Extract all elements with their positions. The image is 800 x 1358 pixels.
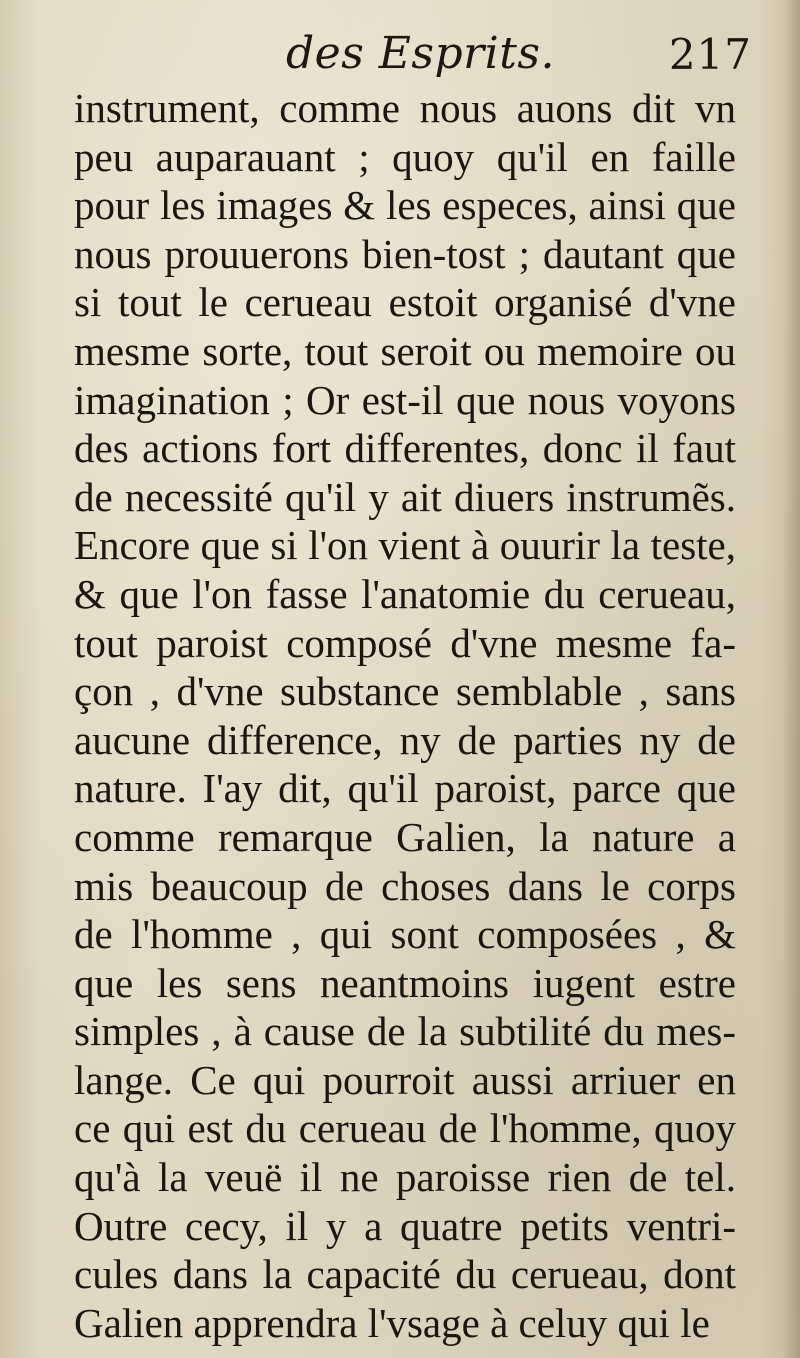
body-text [74,84,736,1347]
text-line: pour les images & les especes, ainsi que [74,182,736,229]
text-line: tout paroist composé d'vne mesme fa- [74,619,736,666]
running-title: des Esprits. [286,28,555,79]
text-line: Encore que si l'on vient à ouurir la teste, [74,522,736,569]
text-line: lange. Ce qui pourroit aussi arriuer en [74,1056,736,1103]
text-line: Outre cecy, il y a quatre petits ventri- [74,1202,736,1249]
text-line: des actions fort differentes, donc il faut [74,425,736,472]
text-line: peu auparauant ; quoy qu'il en faille [74,133,736,180]
text-line: de l'homme , qui sont composées , & [74,911,736,958]
text-line: comme remarque Galien, la nature a [74,813,736,860]
text-line: qu'à la veuë il ne paroisse rien de tel. [74,1154,736,1201]
page-edge-shadow [782,0,800,1358]
text-line: de necessité qu'il y ait diuers instrumẽs. [74,473,736,520]
text-line: Galien apprendra l'vsage à celuy qui le [74,1299,710,1346]
page-header [72,28,752,88]
text-line: que les sens neantmoins iugent estre [74,959,736,1006]
text-line: aucune difference, ny de parties ny de [74,716,736,763]
text-line: cules dans la capacité du cerueau, dont [74,1251,736,1298]
text-line: nous prouuerons bien-tost ; dautant que [74,230,736,277]
text-line: simples , à cause de la subtilité du mes- [74,1008,736,1055]
text-line: imagination ; Or est-il que nous voyons [74,376,736,423]
text-line: instrument, comme nous auons dit vn [74,85,736,131]
text-line: nature. I'ay dit, qu'il paroist, parce que [74,765,736,812]
text-line: & que l'on fasse l'anatomie du cerueau, [74,570,736,617]
text-line: ce qui est du cerueau de l'homme, quoy [74,1105,736,1152]
text-line: mesme sorte, tout seroit ou memoire ou [74,327,736,374]
text-line: çon , d'vne substance semblable , sans [74,668,736,715]
page-number: 217 [668,30,752,79]
text-line: si tout le cerueau estoit organisé d'vne [74,279,736,326]
text-line: mis beaucoup de choses dans le corps [74,862,736,909]
